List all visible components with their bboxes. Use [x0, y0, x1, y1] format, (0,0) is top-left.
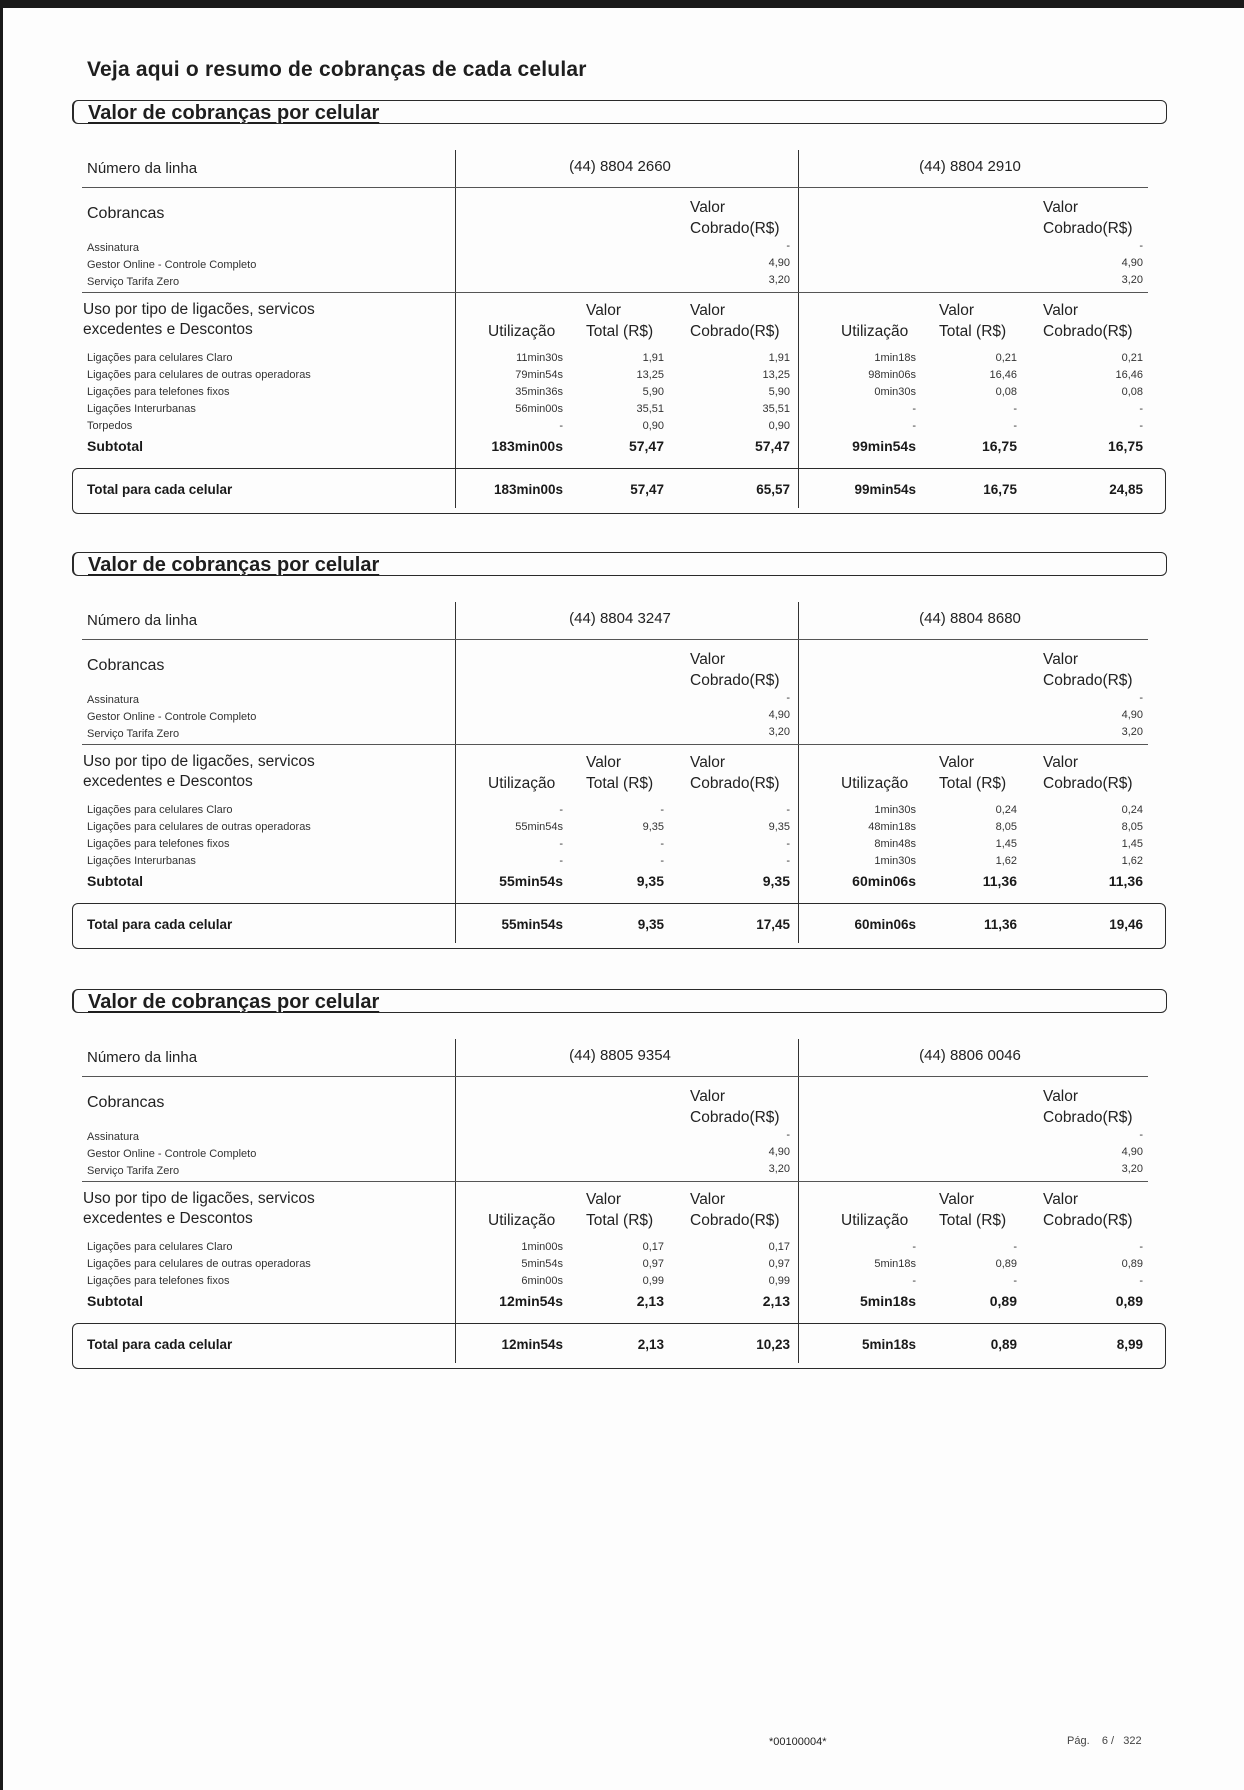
usage-cell: 0min30s: [874, 386, 916, 398]
charge-values: - 4,90 3,20: [768, 1129, 790, 1175]
usage-cell: 0,21: [995, 352, 1017, 364]
usage-column: [927, 350, 1017, 435]
valor-total-header: Valor Total (R$): [939, 754, 1007, 792]
usage-labels: [87, 350, 311, 435]
usage-cell: 0,99: [768, 1275, 790, 1287]
usage-column: [700, 1239, 790, 1290]
valor-cobrado-header: Valor Cobrado(R$): [1043, 754, 1133, 792]
phone-number: (44) 8804 2660: [569, 158, 671, 175]
usage-cell: -: [912, 1275, 916, 1287]
section-title: Valor de cobranças por celular: [88, 554, 380, 576]
usage-cell: 1,91: [768, 352, 790, 364]
usage-cell: 0,89: [1121, 1258, 1143, 1270]
page-label: Pág.: [1067, 1735, 1090, 1747]
total-value: 9,35: [637, 917, 664, 932]
utilizacao-header: Utilização: [488, 323, 556, 340]
usage-cell: 8,05: [1121, 821, 1143, 833]
column-divider: [455, 602, 456, 943]
column-divider: [798, 150, 799, 508]
usage-cell: -: [786, 804, 790, 816]
usage-column: [826, 802, 916, 870]
row-divider: [82, 292, 1148, 293]
valor-cobrado-header: Valor Cobrado(R$): [1043, 651, 1133, 689]
usage-cell: -: [786, 855, 790, 867]
row-divider: [82, 744, 1148, 745]
subtotal-value: 11,36: [1108, 873, 1143, 889]
total-value: 0,89: [990, 1337, 1017, 1352]
valor-cobrado-header: Valor Cobrado(R$): [1043, 1191, 1133, 1229]
total-value: 24,85: [1109, 482, 1143, 497]
section-header: [72, 989, 1167, 1013]
usage-column: [473, 802, 563, 870]
usage-heading: Uso por tipo de ligacões, servicos excedentes e Descontos: [83, 753, 315, 790]
usage-cell: 9,35: [768, 821, 790, 833]
usage-cell: 0,17: [768, 1241, 790, 1253]
charge-values: - 4,90 3,20: [1121, 240, 1143, 286]
usage-column: [473, 1239, 563, 1290]
phone-number: (44) 8804 3247: [569, 610, 671, 627]
total-value: 99min54s: [854, 482, 916, 497]
usage-cell: -: [559, 855, 563, 867]
total-value: 16,75: [983, 482, 1017, 497]
charge-label: Assinatura: [87, 1131, 139, 1143]
column-divider: [798, 1039, 799, 1363]
total-value: 57,47: [630, 482, 664, 497]
usage-cell: -: [912, 1241, 916, 1253]
usage-cell: -: [1139, 1275, 1143, 1287]
usage-cell: 8,05: [995, 821, 1017, 833]
usage-column: [826, 1239, 916, 1290]
usage-column: [473, 350, 563, 435]
subtotal-value: 55min54s: [499, 873, 563, 889]
page-number: 6 /: [1101, 1735, 1115, 1747]
usage-cell: 48min18s: [868, 821, 916, 833]
total-label: Total para cada celular: [87, 917, 233, 932]
usage-cell: -: [559, 804, 563, 816]
subtotal-value: 99min54s: [852, 438, 916, 454]
valor-cobrado-header: Valor Cobrado(R$): [690, 1088, 780, 1126]
phone-number: (44) 8804 2910: [919, 158, 1021, 175]
cobrancas-label: Cobrancas: [87, 657, 165, 674]
numero-linha-label: Número da linha: [87, 160, 198, 177]
usage-cell: 5,90: [642, 386, 664, 398]
usage-label: Ligações para telefones fixos: [87, 1275, 230, 1287]
usage-cell: -: [559, 420, 563, 432]
total-value: 60min06s: [854, 917, 916, 932]
utilizacao-header: Utilização: [488, 1212, 556, 1229]
usage-label: Ligações para celulares de outras operadoras: [87, 369, 311, 381]
usage-cell: 1,62: [995, 855, 1017, 867]
usage-cell: -: [660, 838, 664, 850]
usage-cell: 5min54s: [521, 1258, 563, 1270]
charges-labels: [87, 240, 256, 291]
usage-labels: [87, 1239, 311, 1290]
usage-heading: Uso por tipo de ligacões, servicos excedentes e Descontos: [83, 1190, 315, 1227]
valor-total-header: Valor Total (R$): [586, 754, 654, 792]
charge-label: Assinatura: [87, 694, 139, 706]
subtotal-value: 60min06s: [852, 873, 916, 889]
usage-cell: 0,89: [995, 1258, 1017, 1270]
subtotal-label: Subtotal: [87, 873, 143, 889]
total-value: 19,46: [1109, 917, 1143, 932]
page-title: Veja aqui o resumo de cobranças de cada celular: [87, 58, 587, 81]
charge-label: Gestor Online - Controle Completo: [87, 259, 257, 271]
cobrancas-label: Cobrancas: [87, 205, 165, 222]
valor-cobrado-header: Valor Cobrado(R$): [690, 1191, 780, 1229]
utilizacao-header: Utilização: [841, 323, 909, 340]
usage-cell: 0,08: [1121, 386, 1143, 398]
usage-cell: -: [912, 403, 916, 415]
total-value: 10,23: [756, 1337, 790, 1352]
usage-cell: 1min30s: [874, 804, 916, 816]
valor-cobrado-header: Valor Cobrado(R$): [1043, 1088, 1133, 1126]
charge-label: Serviço Tarifa Zero: [87, 1165, 180, 1177]
subtotal-value: 16,75: [1107, 438, 1143, 454]
usage-cell: 1min18s: [874, 352, 916, 364]
usage-cell: 16,46: [989, 369, 1017, 381]
valor-cobrado-header: Valor Cobrado(R$): [690, 302, 780, 340]
charge-values: - 4,90 3,20: [1121, 1129, 1143, 1175]
usage-cell: 1,45: [1121, 838, 1143, 850]
subtotal-label: Subtotal: [87, 1293, 143, 1309]
column-divider: [455, 1039, 456, 1363]
usage-column: [700, 350, 790, 435]
usage-cell: 5min18s: [874, 1258, 916, 1270]
page-total: 322: [1123, 1735, 1142, 1747]
row-divider: [82, 1181, 1148, 1182]
usage-cell: 1,91: [642, 352, 664, 364]
usage-label: Ligações para telefones fixos: [87, 386, 230, 398]
usage-cell: -: [1139, 403, 1143, 415]
total-value: 11,36: [983, 917, 1017, 932]
total-value: 17,45: [756, 917, 790, 932]
usage-cell: 11min30s: [516, 352, 563, 364]
charge-label: Gestor Online - Controle Completo: [87, 1148, 257, 1160]
subtotal-label: Subtotal: [87, 438, 143, 454]
subtotal-value: 57,47: [628, 438, 664, 454]
utilizacao-header: Utilização: [488, 775, 556, 792]
usage-cell: 13,25: [762, 369, 790, 381]
usage-column: [574, 1239, 664, 1290]
valor-cobrado-header: Valor Cobrado(R$): [690, 199, 780, 237]
usage-label: Ligações para celulares Claro: [87, 352, 233, 364]
usage-column: [927, 1239, 1017, 1290]
usage-cell: 9,35: [642, 821, 664, 833]
charges-labels: [87, 1129, 256, 1180]
usage-cell: 5,90: [768, 386, 790, 398]
phone-number: (44) 8806 0046: [919, 1047, 1021, 1064]
usage-column: [574, 802, 664, 870]
total-value: 2,13: [637, 1337, 664, 1352]
subtotal-value: 57,47: [754, 438, 790, 454]
numero-linha-label: Número da linha: [87, 612, 198, 629]
barcode-text: *00100004*: [769, 1736, 827, 1748]
charge-values: - 4,90 3,20: [1121, 692, 1143, 738]
column-divider: [455, 150, 456, 508]
utilizacao-header: Utilização: [841, 1212, 909, 1229]
subtotal-value: 183min00s: [491, 438, 563, 454]
cobrancas-label: Cobrancas: [87, 1094, 165, 1111]
valor-total-header: Valor Total (R$): [586, 1191, 654, 1229]
usage-cell: 0,24: [995, 804, 1017, 816]
usage-cell: -: [660, 855, 664, 867]
usage-cell: 0,17: [642, 1241, 664, 1253]
utilizacao-header: Utilização: [841, 775, 909, 792]
usage-column: [700, 802, 790, 870]
usage-column: [1053, 802, 1143, 870]
total-value: 65,57: [756, 482, 790, 497]
usage-column: [574, 350, 664, 435]
usage-labels: [87, 802, 311, 870]
charge-label: Gestor Online - Controle Completo: [87, 711, 257, 723]
usage-label: Torpedos: [87, 420, 133, 432]
usage-cell: -: [912, 420, 916, 432]
usage-cell: 0,08: [995, 386, 1017, 398]
valor-total-header: Valor Total (R$): [939, 302, 1007, 340]
usage-label: Ligações Interurbanas: [87, 403, 196, 415]
total-value: 8,99: [1116, 1337, 1143, 1352]
usage-cell: 8min48s: [874, 838, 916, 850]
usage-cell: 0,97: [642, 1258, 664, 1270]
total-label: Total para cada celular: [87, 482, 233, 497]
usage-label: Ligações Interurbanas: [87, 855, 196, 867]
subtotal-value: 0,89: [1115, 1293, 1143, 1309]
row-divider: [82, 1076, 1148, 1077]
usage-cell: 0,90: [768, 420, 790, 432]
usage-cell: 16,46: [1115, 369, 1143, 381]
charge-label: Serviço Tarifa Zero: [87, 728, 180, 740]
usage-cell: -: [1013, 420, 1017, 432]
subtotal-value: 5min18s: [859, 1293, 916, 1309]
usage-cell: 0,90: [642, 420, 664, 432]
usage-cell: 1,62: [1121, 855, 1143, 867]
usage-cell: 1,45: [995, 838, 1017, 850]
valor-cobrado-header: Valor Cobrado(R$): [690, 754, 780, 792]
usage-cell: -: [1013, 403, 1017, 415]
subtotal-value: 16,75: [981, 438, 1017, 454]
usage-column: [1053, 1239, 1143, 1290]
total-value: 5min18s: [861, 1337, 916, 1352]
usage-cell: 98min06s: [868, 369, 916, 381]
total-value: 55min54s: [501, 917, 563, 932]
usage-label: Ligações para celulares Claro: [87, 1241, 233, 1253]
usage-cell: -: [1013, 1275, 1017, 1287]
valor-cobrado-header: Valor Cobrado(R$): [690, 651, 780, 689]
usage-cell: 35,51: [636, 403, 664, 415]
charge-values: - 4,90 3,20: [768, 240, 790, 286]
usage-cell: 0,99: [642, 1275, 664, 1287]
usage-column: [826, 350, 916, 435]
section-title: Valor de cobranças por celular: [88, 102, 380, 124]
usage-cell: 6min00s: [521, 1275, 563, 1287]
subtotal-value: 11,36: [982, 873, 1017, 889]
total-value: 12min54s: [501, 1337, 563, 1352]
usage-cell: 55min54s: [515, 821, 563, 833]
usage-cell: -: [660, 804, 664, 816]
usage-label: Ligações para telefones fixos: [87, 838, 230, 850]
usage-column: [927, 802, 1017, 870]
section-header: [72, 100, 1167, 124]
usage-label: Ligações para celulares de outras operadoras: [87, 1258, 311, 1270]
phone-number: (44) 8805 9354: [569, 1047, 671, 1064]
subtotal-value: 9,35: [762, 873, 790, 889]
valor-cobrado-header: Valor Cobrado(R$): [1043, 199, 1133, 237]
charge-label: Assinatura: [87, 242, 139, 254]
numero-linha-label: Número da linha: [87, 1049, 198, 1066]
usage-cell: -: [1139, 1241, 1143, 1253]
usage-cell: 35min36s: [515, 386, 563, 398]
phone-number: (44) 8804 8680: [919, 610, 1021, 627]
row-divider: [82, 187, 1148, 188]
subtotal-value: 2,13: [762, 1293, 790, 1309]
charge-label: Serviço Tarifa Zero: [87, 276, 180, 288]
usage-cell: 1min00s: [521, 1241, 563, 1253]
valor-cobrado-header: Valor Cobrado(R$): [1043, 302, 1133, 340]
charges-labels: [87, 692, 256, 743]
usage-cell: -: [559, 838, 563, 850]
usage-cell: 13,25: [636, 369, 664, 381]
total-label: Total para cada celular: [87, 1337, 233, 1352]
row-divider: [82, 639, 1148, 640]
page-indicator: [1067, 1735, 1142, 1747]
subtotal-value: 2,13: [636, 1293, 664, 1309]
usage-cell: 1min30s: [874, 855, 916, 867]
usage-label: Ligações para celulares de outras operadoras: [87, 821, 311, 833]
usage-cell: 56min00s: [515, 403, 563, 415]
usage-cell: 0,21: [1121, 352, 1143, 364]
charge-values: - 4,90 3,20: [768, 692, 790, 738]
usage-column: [1053, 350, 1143, 435]
usage-heading: Uso por tipo de ligacões, servicos excedentes e Descontos: [83, 301, 315, 338]
total-value: 183min00s: [493, 482, 563, 497]
subtotal-value: 0,89: [989, 1293, 1017, 1309]
subtotal-value: 9,35: [636, 873, 664, 889]
usage-cell: -: [1139, 420, 1143, 432]
usage-cell: 35,51: [762, 403, 790, 415]
usage-cell: -: [786, 838, 790, 850]
column-divider: [798, 602, 799, 943]
usage-cell: -: [1013, 1241, 1017, 1253]
section-header: [72, 552, 1167, 576]
valor-total-header: Valor Total (R$): [586, 302, 654, 340]
usage-cell: 79min54s: [515, 369, 563, 381]
usage-cell: 0,24: [1121, 804, 1143, 816]
usage-label: Ligações para celulares Claro: [87, 804, 233, 816]
usage-cell: 0,97: [768, 1258, 790, 1270]
subtotal-value: 12min54s: [499, 1293, 563, 1309]
section-title: Valor de cobranças por celular: [88, 991, 380, 1013]
valor-total-header: Valor Total (R$): [939, 1191, 1007, 1229]
